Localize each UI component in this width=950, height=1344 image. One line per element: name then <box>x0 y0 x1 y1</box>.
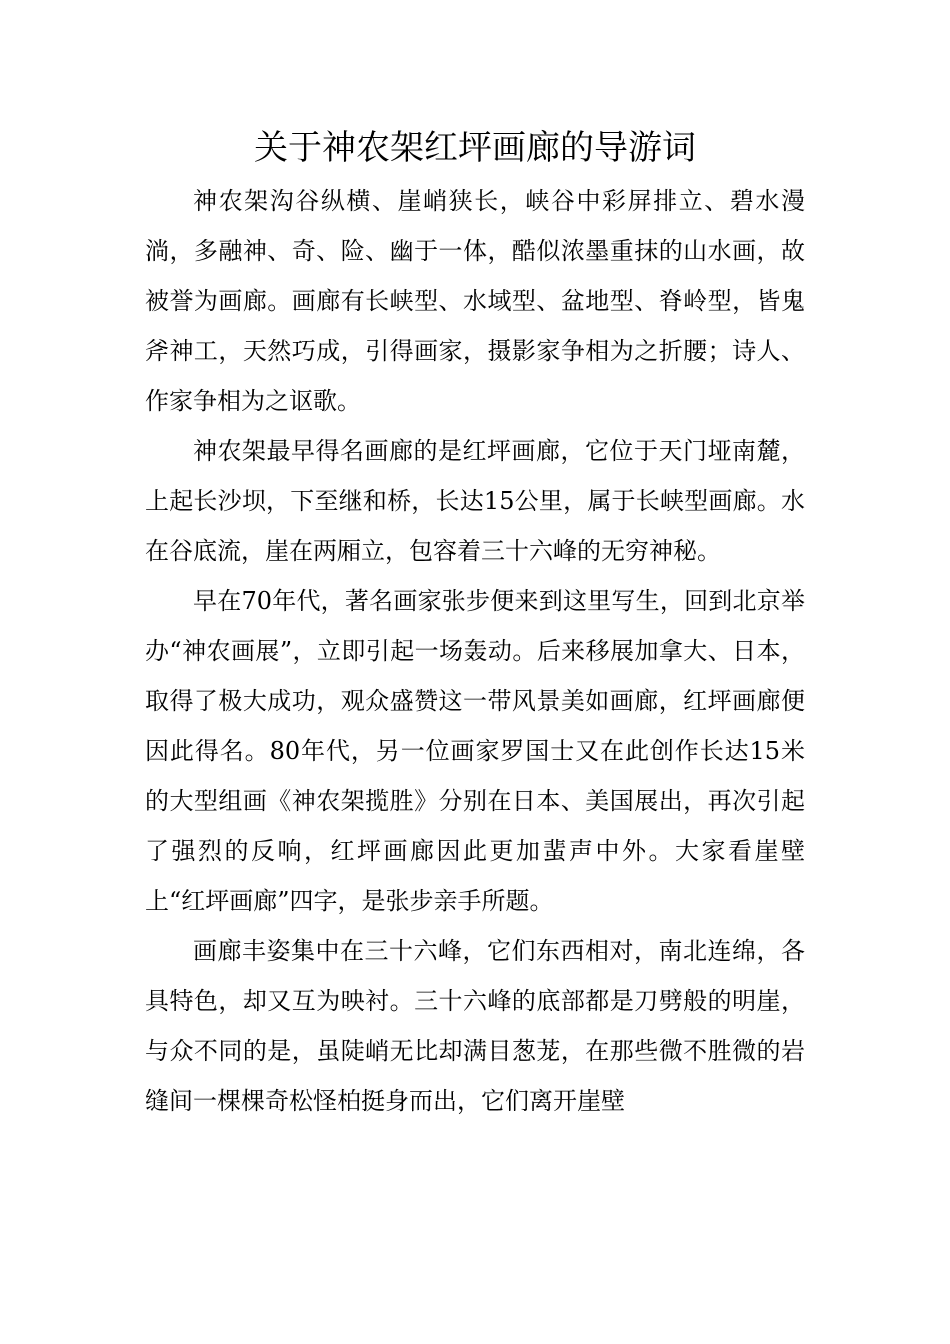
document-title: 关于神农架红坪画廊的导游词 <box>254 128 696 168</box>
paragraph-3: 早在70年代，著名画家张步便来到这里写生，回到北京举办“神农画展”，立即引起一场轰动。后来移展加拿大、日本，取得了极大成功，观众盛赞这一带风景美如画廊，红坪画廊便因此得名。80年代，另一位画家罗国士又在此创作长达15米的大型组画《神农架揽胜》分别在日本、美国展出，再次引起了强烈的反响，红坪画廊因此更加蜚声中外。大家看崖壁上“红坪画廊”四字，是张步亲手所题。 <box>145 587 805 915</box>
document-body <box>145 176 805 1126</box>
paragraph-2: 神农架最早得名画廊的是红坪画廊，它位于天门垭南麓，上起长沙坝，下至继和桥，长达15公里，属于长峡型画廊。水在谷底流，崖在两厢立，包容着三十六峰的无穷神秘。 <box>145 437 805 565</box>
paragraph-1: 神农架沟谷纵横、崖峭狭长，峡谷中彩屏排立、碧水漫淌，多融神、奇、险、幽于一体，酷似浓墨重抹的山水画，故被誉为画廊。画廊有长峡型、水域型、盆地型、脊岭型，皆鬼斧神工，天然巧成，引得画家，摄影家争相为之折腰；诗人、作家争相为之讴歌。 <box>145 187 805 415</box>
paragraph-4: 画廊丰姿集中在三十六峰，它们东西相对，南北连绵，各具特色，却又互为映衬。三十六峰的底部都是刀劈般的明崖，与众不同的是，虽陡峭无比却满目葱茏，在那些微不胜微的岩缝间一棵棵奇松怪柏挺身而出，它们离开崖壁 <box>145 937 805 1115</box>
